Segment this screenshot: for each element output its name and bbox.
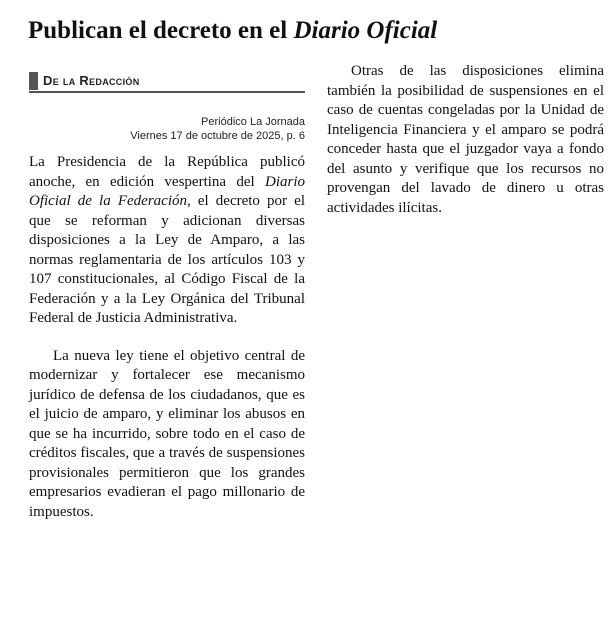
byline-label: De la Redacción: [43, 73, 140, 88]
byline-marker: [29, 72, 38, 90]
source-info: [29, 115, 305, 143]
article-column-left: [29, 153, 305, 522]
paragraph-1-italic: Diario Oficial de la Federación: [29, 173, 305, 209]
headline-text: Publican el decreto en el: [28, 17, 294, 44]
paragraph-3: Otras de las disposiciones elimina también la posibilidad de suspensiones en el caso de cuentas congeladas por la Unidad de Inteligencia Financiera y el amparo se podrá conceder hasta que el juzgador vaya a fondo del asunto y verifique que los recursos no provengan del lavado de dinero u otras actividades ilícitas.: [327, 63, 604, 216]
byline-bar: [29, 71, 305, 93]
article-column-right: [327, 62, 604, 218]
source-date-page: Viernes 17 de octubre de 2025, p. 6: [130, 130, 305, 142]
paragraph-1-end: , el decreto por el que se reforman y adicionan diversas disposiciones a la Ley de Amparo, a las normas reglamentaria de los artículos 103 y 107 constitucionales, al Código Fiscal de la Federación y a la Ley Orgánica del Tribunal Federal de Justicia Administrativa.: [29, 193, 305, 326]
headline-italic: Diario Oficial: [293, 17, 438, 44]
source-publication: Periódico La Jornada: [201, 116, 305, 128]
headline: [28, 14, 598, 48]
paragraph-1-start: La Presidencia de la República publicó anoche, en edición vespertina del: [29, 154, 305, 190]
paragraph-2: La nueva ley tiene el objetivo central de modernizar y fortalecer ese mecanismo jurídico de defensa de los ciudadanos, que es el juicio de amparo, y eliminar los abusos en que se ha incurrido, sobre todo en el caso de créditos fiscales, que a través de suspensiones provisionales permitieron que los grandes empresarios evadieran el pago millonario de impuestos.: [29, 347, 305, 520]
paragraph-1: [29, 153, 305, 329]
